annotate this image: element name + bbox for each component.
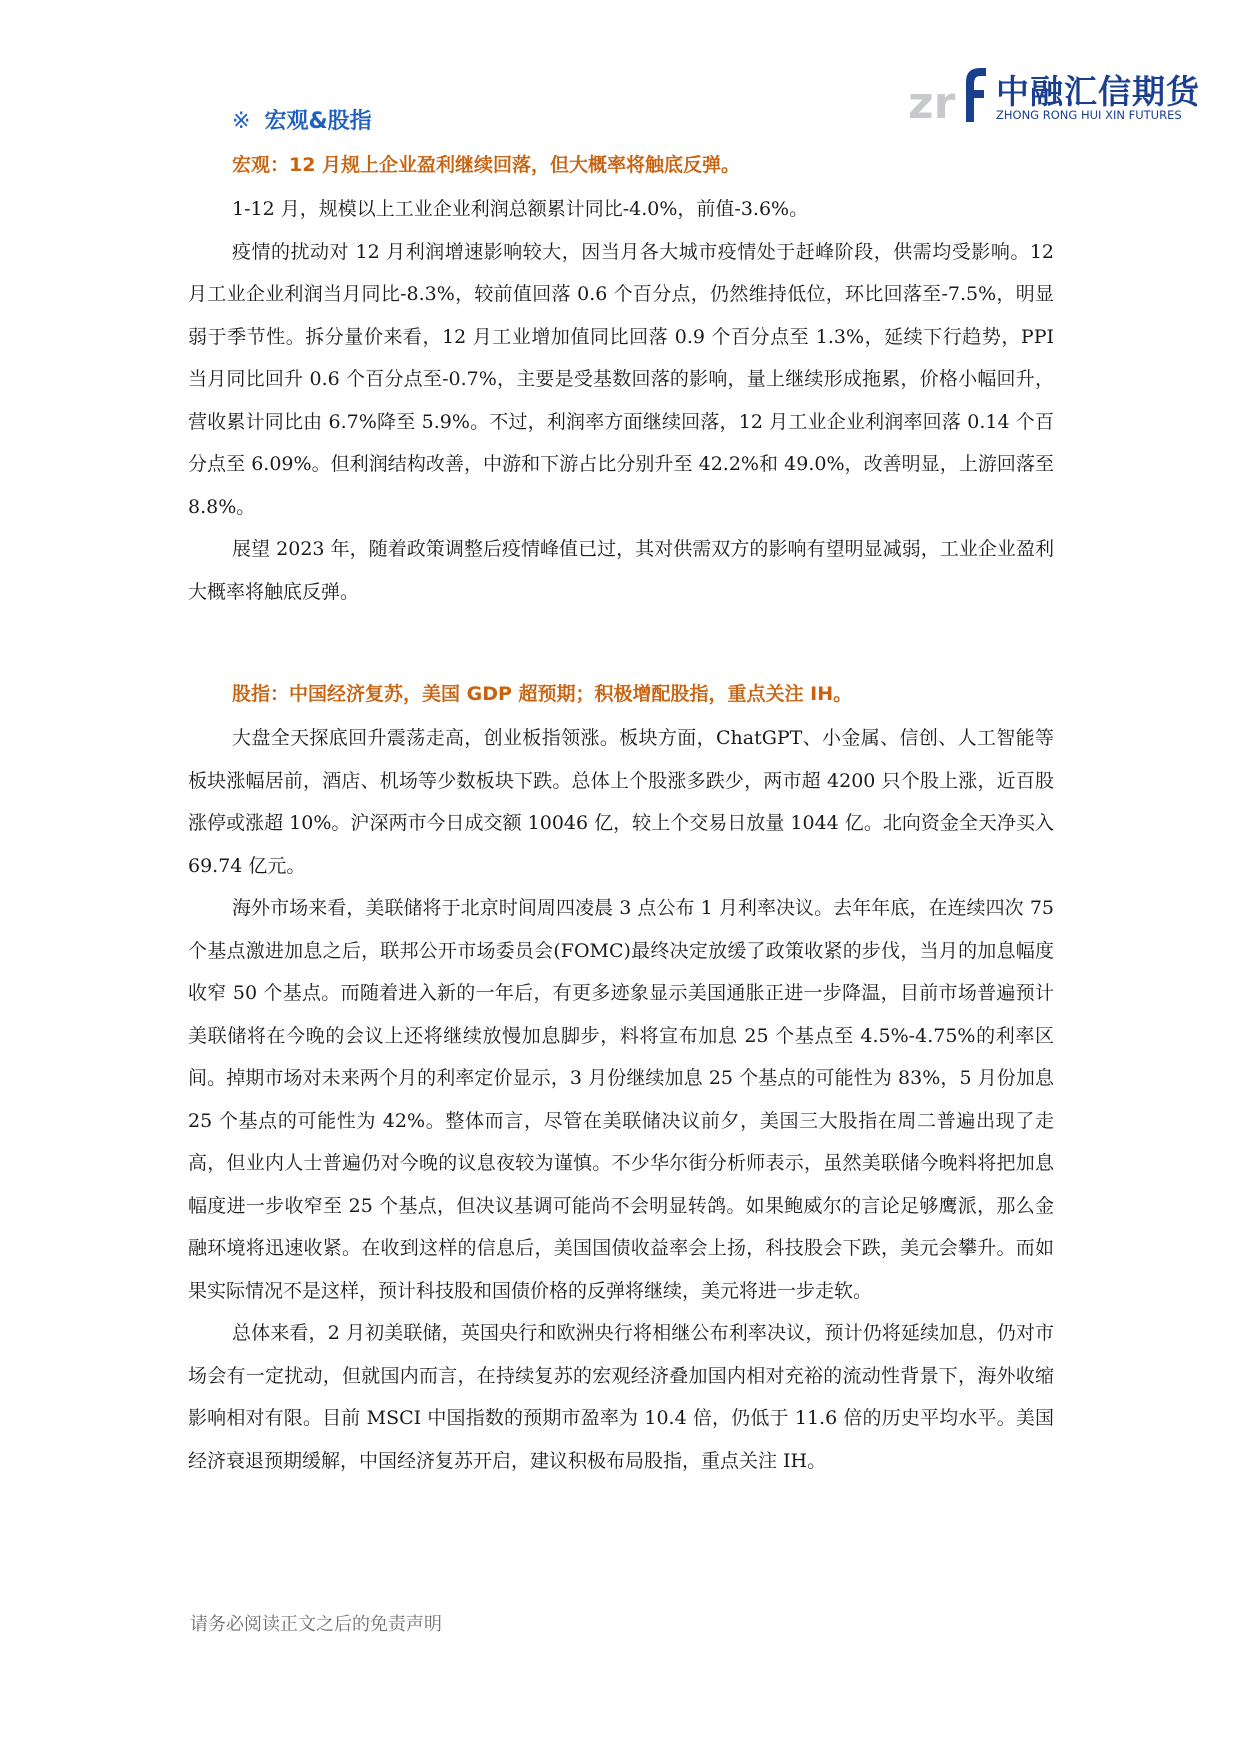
section-title-text: 宏观&股指 [264, 109, 372, 134]
macro-paragraph-3: 展望 2023 年，随着政策调整后疫情峰值已过，其对供需双方的影响有望明显减弱，工业企业盈利大概率将触底反弹。 [188, 538, 1054, 603]
disclaimer-footer: 请务必阅读正文之后的免责声明 [190, 1614, 442, 1635]
logo-company-name-en: ZHONG RONG HUI XIN FUTURES [996, 108, 1182, 122]
section-title [188, 100, 1054, 144]
report-body [188, 100, 1054, 1482]
section-spacer [188, 613, 1054, 673]
macro-paragraph-2: 疫情的扰动对 12 月利润增速影响较大，因当月各大城市疫情处于赶峰阶段，供需均受影响。12 月工业企业利润当月同比-8.3%，较前值回落 0.6 个百分点，仍然维持低位，环比回落至-7.5%，明显弱于季节性。拆分量价来看，12 月工业增加值同比回落 0.9 个百分点至 1.3%，延续下行趋势，PPI 当月同比回升 0.6 个百分点至-0.7%，主要是受基数回落的影响，量上继续形成拖累，价格小幅回升，营收累计同比由 6.7%降至 5.9%。不过，利润率方面继续回落，12 月工业企业利润率回落 0.14 个百分点至 6.09%。但利润结构改善，中游和下游占比分别升至 42.2%和 49.0%，改善明显，上游回落至 8.8%。 [188, 240, 1054, 518]
macro-paragraph-1: 1-12 月，规模以上工业企业利润总额累计同比-4.0%，前值-3.6%。 [232, 198, 809, 220]
logo-company-name-cn: 中融汇信期货 [996, 72, 1200, 111]
logo-mark-zr: zr [908, 78, 956, 129]
index-paragraph-3: 总体来看，2 月初美联储，英国央行和欧洲央行将相继公布利率决议，预计仍将延续加息，仍对市场会有一定扰动，但就国内而言，在持续复苏的宏观经济叠加国内相对充裕的流动性背景下，海外收缩影响相对有限。目前 MSCI 中国指数的预期市盈率为 10.4 倍，仍低于 11.6 倍的历史平均水平。美国经济衰退预期缓解，中国经济复苏开启，建议积极布局股指，重点关注 IH。 [188, 1322, 1054, 1472]
index-heading: 股指：中国经济复苏，美国 GDP 超预期；积极增配股指，重点关注 IH。 [232, 683, 853, 705]
index-paragraph-2: 海外市场来看，美联储将于北京时间周四凌晨 3 点公布 1 月利率决议。去年年底，在连续四次 75 个基点激进加息之后，联邦公开市场委员会(FOMC)最终决定放缓了政策收紧的步伐，当月的加息幅度收窄 50 个基点。而随着进入新的一年后，有更多迹象显示美国通胀正进一步降温，目前市场普遍预计美联储将在今晚的会议上还将继续放慢加息脚步，料将宣布加息 25 个基点至 4.5%-4.75%的利率区间。掉期市场对未来两个月的利率定价显示，3 月份继续加息 25 个基点的可能性为 83%，5 月份加息 25 个基点的可能性为 42%。整体而言，尽管在美联储决议前夕，美国三大股指在周二普遍出现了走高，但业内人士普遍仍对今晚的议息夜较为谨慎。不少华尔街分析师表示，虽然美联储今晚料将把加息幅度进一步收窄至 25 个基点，但决议基调可能尚不会明显转鸽。如果鲍威尔的言论足够鹰派，那么金融环境将迅速收紧。在收到这样的信息后，美国国债收益率会上扬，科技股会下跌，美元会攀升。而如果实际情况不是这样，预计科技股和国债价格的反弹将继续，美元将进一步走软。 [188, 897, 1054, 1302]
macro-heading: 宏观：12 月规上企业盈利继续回落，但大概率将触底反弹。 [232, 154, 741, 176]
index-paragraph-1: 大盘全天探底回升震荡走高，创业板指领涨。板块方面，ChatGPT、小金属、信创、人工智能等板块涨幅居前，酒店、机场等少数板块下跌。总体上个股涨多跌少，两市超 4200 只个股上涨，近百股涨停或涨超 10%。沪深两市今日成交额 10046 亿，较上个交易日放量 1044 亿。北向资金全天净买入 69.74 亿元。 [188, 727, 1054, 877]
reference-mark-icon: ※ [232, 109, 251, 134]
